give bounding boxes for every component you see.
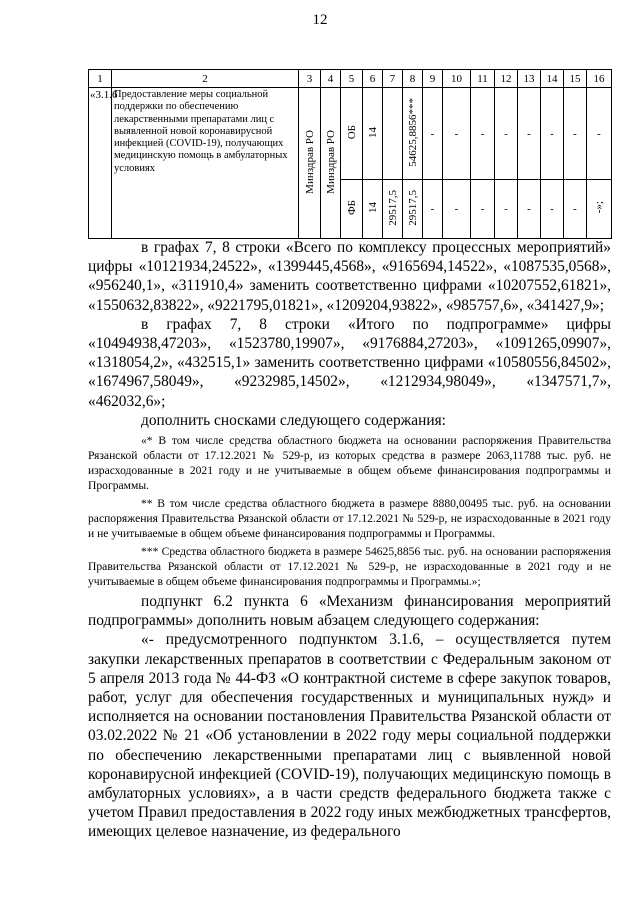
value-text: 54625,8856*** [406, 97, 419, 167]
participant-cell [321, 88, 341, 239]
participant-text: Минздрав РО [324, 129, 337, 194]
executor-cell [299, 88, 321, 239]
value-cell: - [587, 88, 612, 180]
footnote: «* В том числе средства областного бюджета на основании распоряжения Правительства Рязанской области от 17.12.2021 № 529-р, из которых средства в размере 2063,11788 тыс. руб. не израсходованные в 2021 году и не учитываемые в общем объеме финансирования подпрограммы и Программы. [88, 434, 611, 493]
header-cell: 15 [564, 70, 587, 88]
header-cell: 16 [587, 70, 612, 88]
paragraph: подпункт 6.2 пункта 6 «Механизм финансирования мероприятий подпрограммы» дополнить новым абзацем следующего содержания: [88, 593, 611, 630]
value-cell: - [423, 180, 443, 239]
source-cell [341, 180, 363, 239]
total-cell [383, 180, 403, 239]
paragraph: дополнить сносками следующего содержания: [141, 411, 446, 429]
header-cell: 14 [541, 70, 564, 88]
footnote: *** Средства областного бюджета в размере 54625,8856 тыс. руб. на основании распоряжения Правительства Рязанской области от 17.12.2021 № 529-р, не израсходованные в 2021 году и не учитываемые в общем объеме финансирования подпрограммы и Программы.»; [88, 545, 611, 589]
paragraph: в графах 7, 8 строки «Итого по подпрограмме» цифры «10494938,47203», «1523780,19907», «9176884,27203», «1091265,09907», «1318054,2», «432515,1» заменить соответственно цифрами «10580556,84502», «1674967,58049», «9232985,14502», «1212934,98049», «1347571,7», «462032,6»; [88, 315, 611, 410]
code-cell [363, 180, 383, 239]
source-cell [341, 88, 363, 180]
header-cell: 2 [112, 70, 299, 88]
value-cell: - [471, 88, 495, 180]
source-text: ФБ [345, 199, 358, 215]
code-text: 14 [366, 202, 379, 213]
header-cell: 8 [403, 70, 423, 88]
value-cell: - [541, 88, 564, 180]
total-cell [383, 88, 403, 180]
paragraph: «- предусмотренного подпунктом 3.1.6, – осуществляется путем закупки лекарственных препаратов в соответствии с Федеральным законом от 5 апреля 2013 года № 44-ФЗ «О контрактной системе в сфере закупок товаров, работ, услуг для обеспечения государственных и муниципальных нужд» и исполняется на основании постановления Правительства Рязанской области от 03.02.2022 № 21 «Об установлении в 2022 году меры социальной поддержки по обеспечению лекарственными препаратами лиц с выявленной новой коронавирусной инфекцией (COVID-19), получающих медицинскую помощь в амбулаторных условиях», а в части средств федерального бюджета также с учетом Правил предоставления в 2022 году иных межбюджетных трансфертов, имеющих целевое назначение, из федерального [88, 631, 611, 841]
header-cell: 6 [363, 70, 383, 88]
value-cell: - [471, 180, 495, 239]
header-cell: 5 [341, 70, 363, 88]
row-number: «3.1.6 [89, 88, 112, 239]
code-cell [363, 88, 383, 180]
value-cell: - [443, 88, 471, 180]
table-row-ob [89, 88, 612, 180]
value-cell: - [495, 180, 518, 239]
header-cell: 12 [495, 70, 518, 88]
value-text: 29517,5 [386, 189, 399, 226]
code-text: 14 [366, 126, 379, 138]
value-cell: - [541, 180, 564, 239]
value-cell: - [423, 88, 443, 180]
header-cell: 10 [443, 70, 471, 88]
value-text: -»; [593, 201, 605, 214]
value-cell: - [518, 180, 541, 239]
activity-description: Предоставление меры социальной поддержки по обеспечению лекарственными препаратами лиц с выявленной новой коронавирусной инфекцией (COVID-19), получающих медицинскую помощь в амбулаторных условиях [112, 88, 299, 239]
header-cell: 4 [321, 70, 341, 88]
table-header-row [89, 70, 612, 88]
header-cell: 11 [471, 70, 495, 88]
activities-table [88, 69, 612, 239]
source-text: ОБ [345, 124, 358, 140]
paragraph: в графах 7, 8 строки «Всего по комплексу процессных мероприятий» цифры «10121934,24522», «1399445,4568», «9165694,14522», «1087535,0568», «956240,1», «311910,4» заменить соответственно цифрами «10207552,61821», «1550632,83822», «9221795,01821», «1209204,93822», «985757,6», «341427,9»; [88, 239, 611, 314]
value-cell: - [443, 180, 471, 239]
value-cell: - [564, 180, 587, 239]
value-cell: - [495, 88, 518, 180]
value-cell [587, 180, 612, 239]
header-cell: 1 [89, 70, 112, 88]
header-cell: 7 [383, 70, 403, 88]
header-cell: 9 [423, 70, 443, 88]
value-cell: - [564, 88, 587, 180]
header-cell: 13 [518, 70, 541, 88]
footnote: ** В том числе средства областного бюджета в размере 8880,00495 тыс. руб. на основании распоряжения Правительства Рязанской области от 17.12.2021 № 529-р, не израсходованные в 2021 году и не учитываемые в общем объеме финансирования подпрограммы и Программы. [88, 497, 611, 541]
header-cell: 3 [299, 70, 321, 88]
executor-text: Минздрав РО [303, 129, 316, 194]
year-cell [403, 180, 423, 239]
page-number: 12 [312, 12, 328, 28]
document-body [88, 238, 611, 842]
year-cell [403, 88, 423, 180]
value-text: 29517,5 [406, 189, 419, 226]
value-cell: - [518, 88, 541, 180]
